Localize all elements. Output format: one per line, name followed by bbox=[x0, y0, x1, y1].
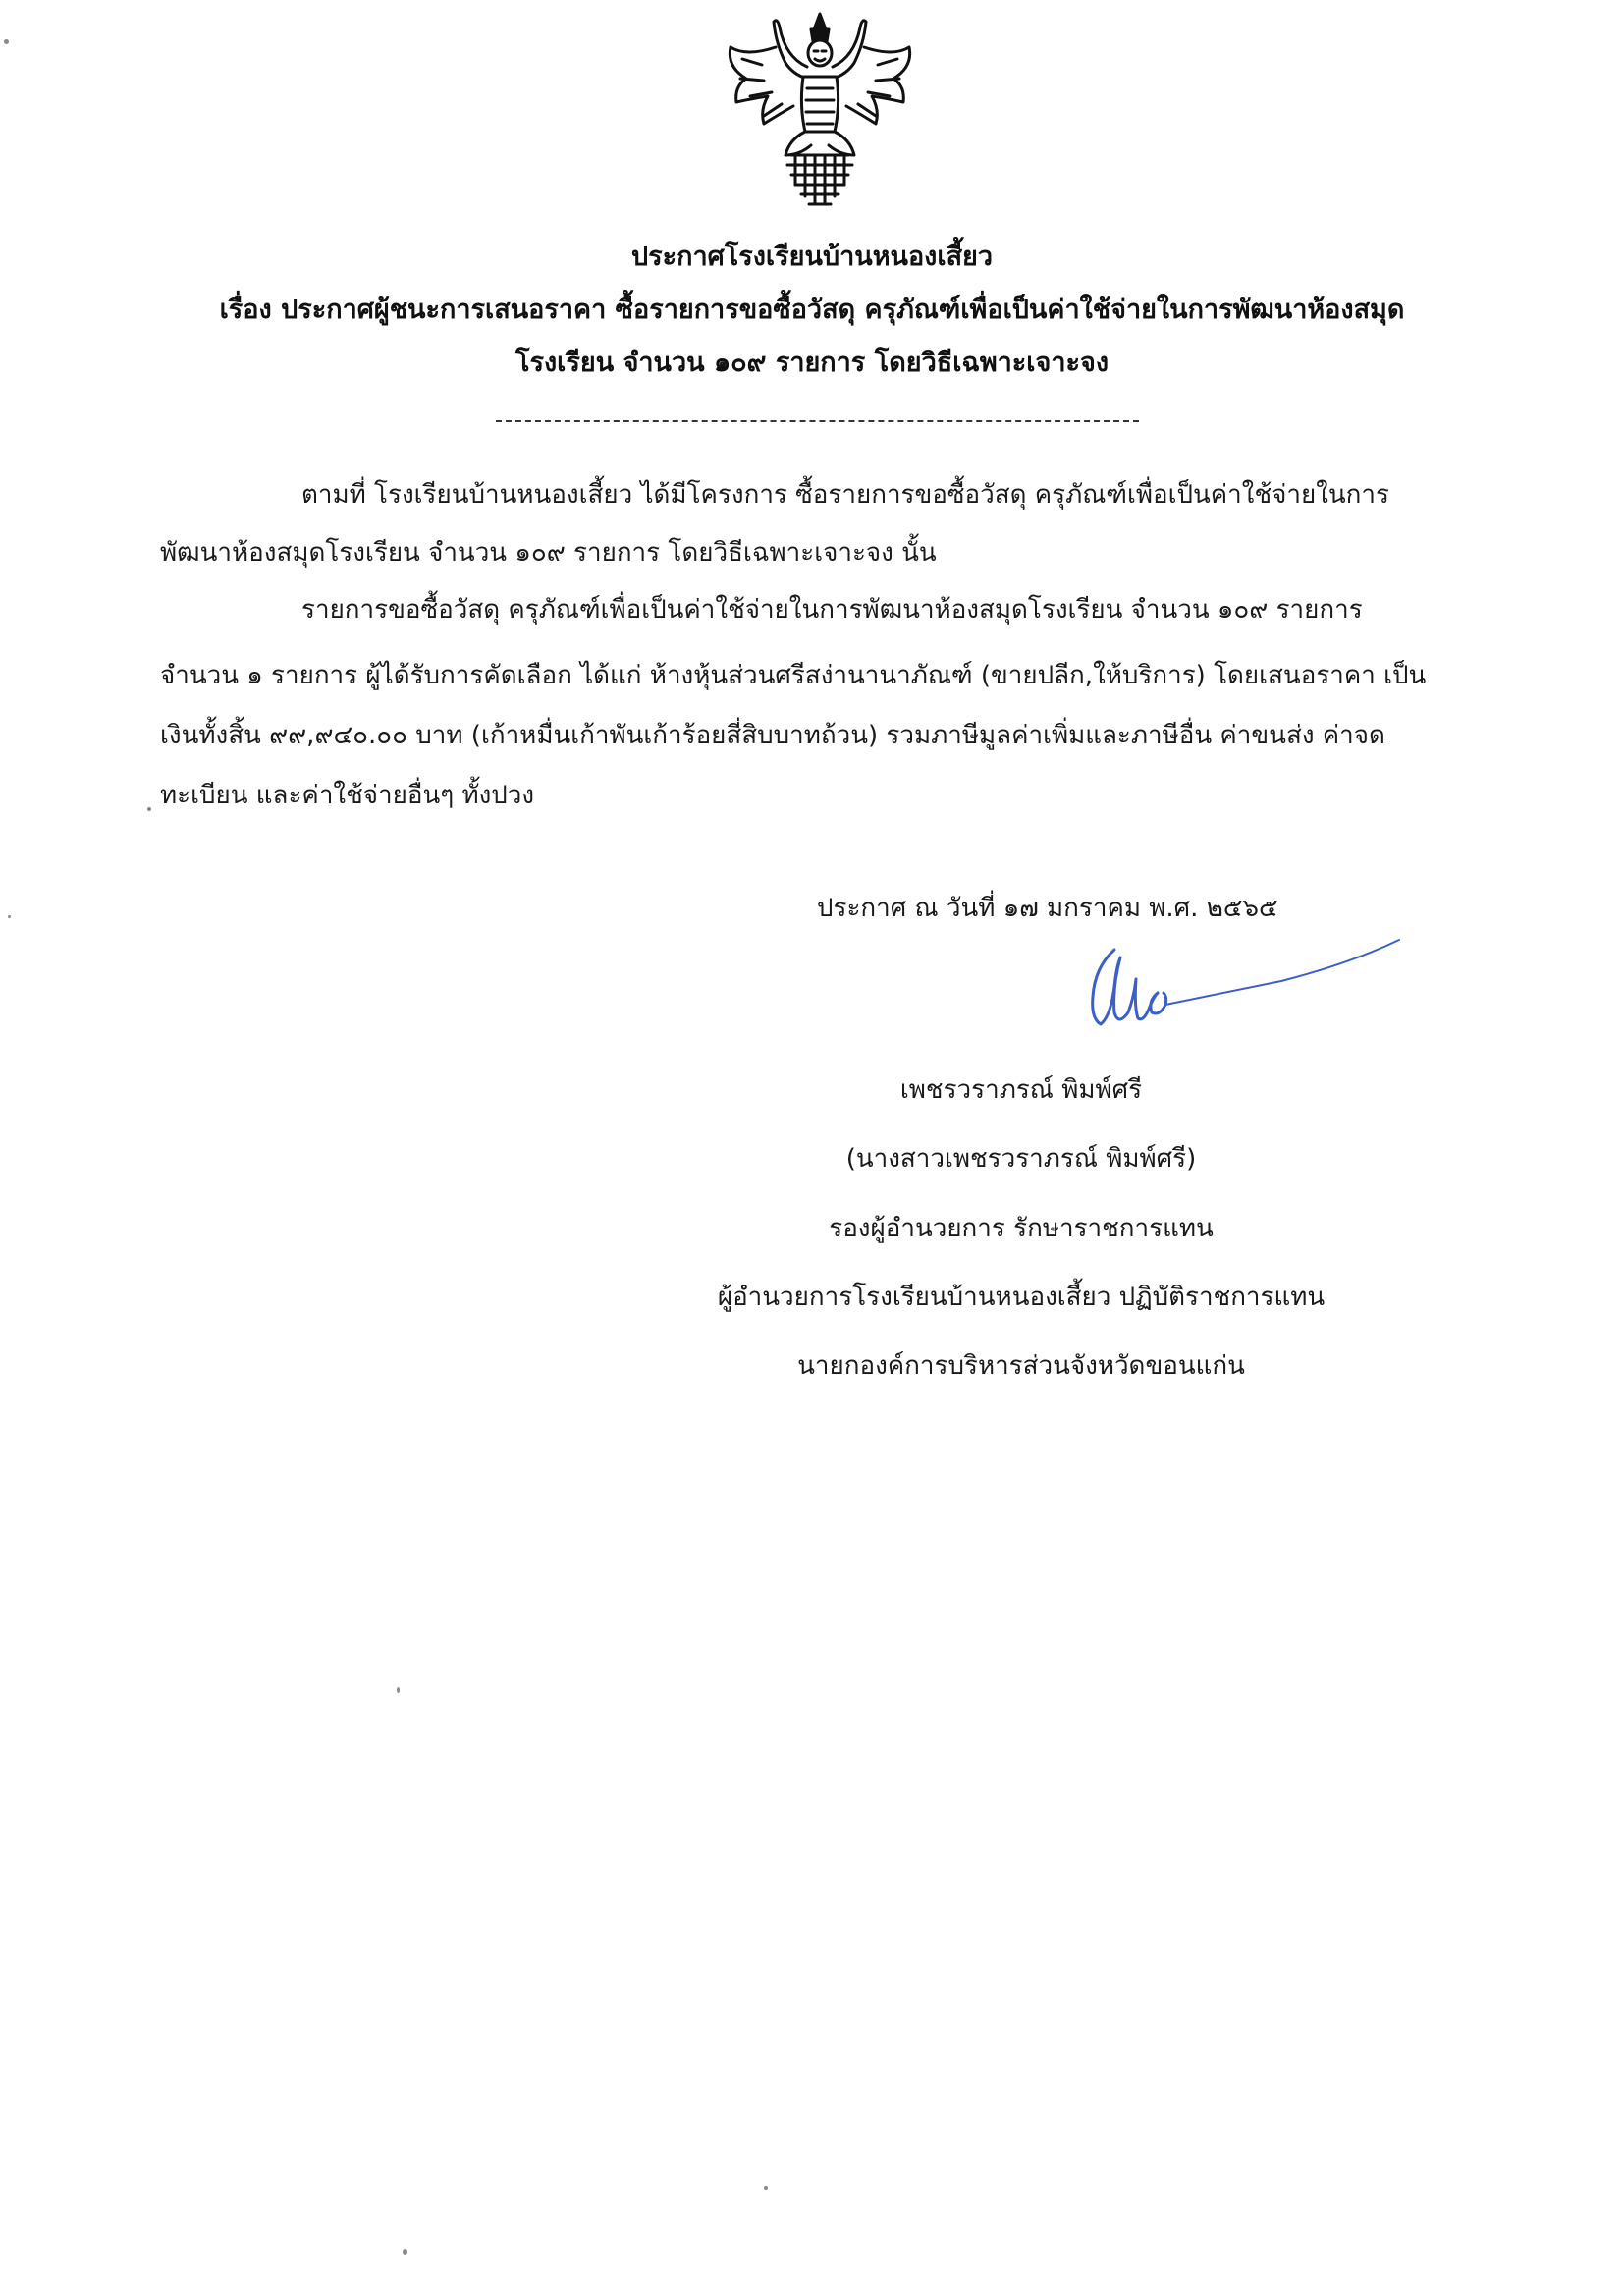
paragraph-2-line-2: จำนวน ๑ รายการ ผู้ได้รับการคัดเลือก ได้แก่ ห้างหุ้นส่วนศรีสง่านานาภัณฑ์ (ขายปลีก,ให้บริการ) โดยเสนอราคา เป็น bbox=[160, 661, 1427, 690]
signer-position-1: รองผู้อำนวยการ รักษาราชการแทน bbox=[829, 1214, 1214, 1243]
signer-name: เพชรวราภรณ์ พิมพ์ศรี bbox=[899, 1075, 1143, 1105]
title-divider bbox=[496, 420, 1139, 422]
announcement-date: ประกาศ ณ วันที่ ๑๗ มกราคม พ.ศ. ๒๕๖๕ bbox=[817, 894, 1278, 923]
signer-position-3: นายกองค์การบริหารส่วนจังหวัดขอนแก่น bbox=[797, 1351, 1245, 1381]
garuda-emblem-icon bbox=[717, 8, 923, 214]
signer-position-2: ผู้อำนวยการโรงเรียนบ้านหนองเสี้ยว ปฏิบัติราชการแทน bbox=[717, 1283, 1326, 1312]
subject-line-1: เรื่อง ประกาศผู้ชนะการเสนอราคา ซื้อรายการขอซื้อวัสดุ ครุภัณฑ์เพื่อเป็นค่าใช้จ่ายในการพัฒนาห้องสมุด bbox=[219, 295, 1405, 325]
paragraph-2-line-3: เงินทั้งสิ้น ๙๙,๙๔๐.๐๐ บาท (เก้าหมื่นเก้าพันเก้าร้อยสี่สิบบาทถ้วน) รวมภาษีมูลค่าเพิ่มและภาษีอื่น ค่าขนส่ง ค่าจด bbox=[160, 721, 1385, 750]
paragraph-2-line-1: รายการขอซื้อวัสดุ ครุภัณฑ์เพื่อเป็นค่าใช้จ่ายในการพัฒนาห้องสมุดโรงเรียน จำนวน ๑๐๙ รายการ bbox=[301, 595, 1363, 625]
scan-speck bbox=[764, 2186, 768, 2190]
paragraph-1-line-1: ตามที่ โรงเรียนบ้านหนองเสี้ยว ได้มีโครงการ ซื้อรายการขอซื้อวัสดุ ครุภัณฑ์เพื่อเป็นค่าใช้จ่ายในการ bbox=[301, 480, 1389, 510]
signer-full-name: (นางสาวเพชรวราภรณ์ พิมพ์ศรี) bbox=[845, 1144, 1197, 1174]
scan-speck bbox=[8, 915, 11, 918]
announcement-title: ประกาศโรงเรียนบ้านหนองเสี้ยว bbox=[630, 242, 994, 272]
paragraph-1-line-2: พัฒนาห้องสมุดโรงเรียน จำนวน ๑๐๙ รายการ โดยวิธีเฉพาะเจาะจง นั้น bbox=[160, 538, 937, 568]
scan-speck bbox=[147, 807, 151, 811]
subject-line-2: โรงเรียน จำนวน ๑๐๙ รายการ โดยวิธีเฉพาะเจาะจง bbox=[514, 348, 1110, 378]
scan-speck bbox=[403, 2249, 407, 2255]
paragraph-2-line-4: ทะเบียน และค่าใช้จ่ายอื่นๆ ทั้งปวง bbox=[160, 781, 535, 810]
scan-speck bbox=[397, 1687, 400, 1693]
handwritten-signature-icon bbox=[1075, 928, 1409, 1066]
scan-speck bbox=[4, 39, 9, 44]
